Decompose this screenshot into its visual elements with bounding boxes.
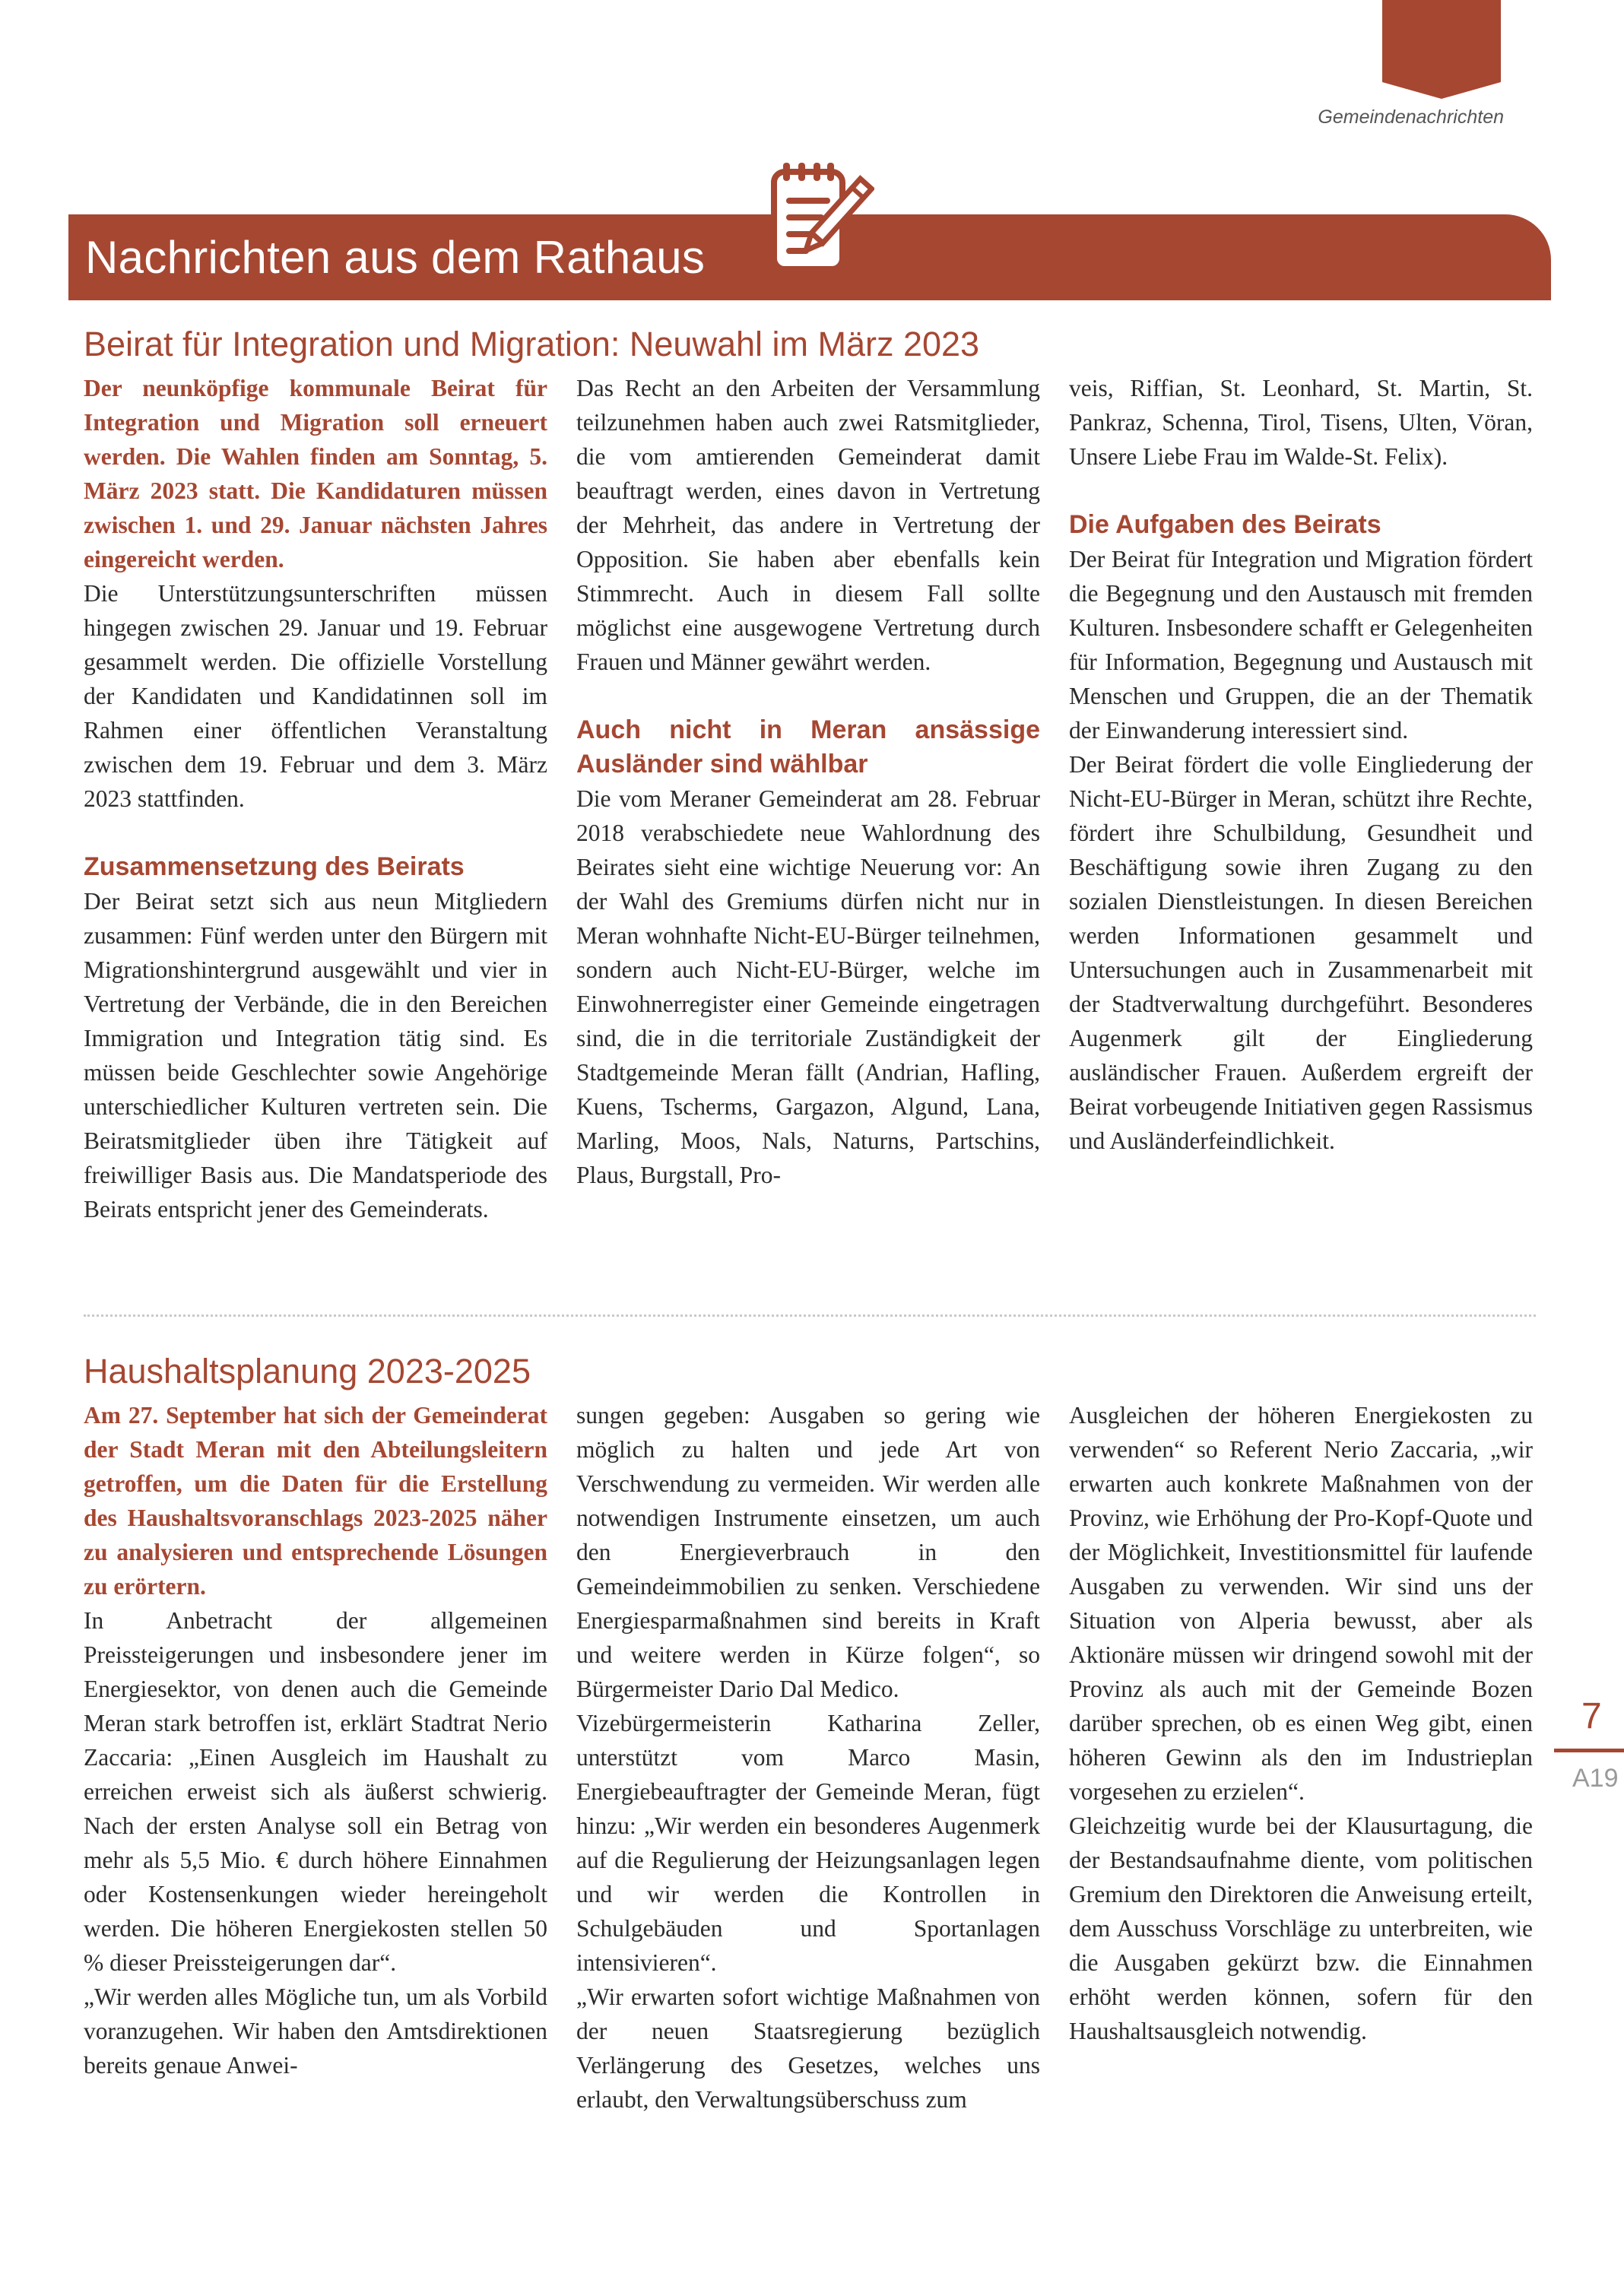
article-column-2: [576, 371, 1040, 1192]
paragraph: „Wir werden alles Mögliche tun, um als Vorbild voranzugehen. Wir haben den Amtsdirektionen bereits genaue Anwei-: [84, 1984, 547, 2079]
article-budget-planning: [84, 1350, 1533, 2113]
paragraph: In Anbetracht der allgemeinen Preissteigerungen und insbesondere jener im Energiesektor, von denen auch die Gemeinde Meran stark betroffen ist, erklärt Stadtrat Nerio Zaccaria: „Einen Ausgleich im Haushalt zu erreichen erweist sich als äußerst schwierig. Nach der ersten Analyse soll ein Betrag von mehr als 5,5 Mio. € durch höhere Einnahmen oder Kostensenkungen wieder hereingeholt werden. Die höheren Energiekosten stellen 50 % dieser Preissteigerungen dar“.: [84, 1607, 547, 1976]
paragraph: Das Recht an den Arbeiten der Versammlung teilzunehmen haben auch zwei Ratsmitglieder, die vom amtierenden Gemeinderat damit beauftragt werden, eines davon in Vertretung der Mehrheit, das andere in Vertretung der Opposition. Sie haben aber ebenfalls kein Stimmrecht. Auch in diesem Fall sollte möglichst eine ausgewogene Vertretung durch Frauen und Männer gewährt werden.: [576, 375, 1040, 675]
paragraph: Der Beirat für Integration und Migration fördert die Begegnung und den Austausch mit fremden Kulturen. Insbesondere schafft er Gelegenheiten für Information, Begegnung und Austausch mit Menschen und Gruppen, die an der Thematik der Einwanderung interessiert sind.: [1069, 546, 1533, 744]
page-number-rule: [1554, 1749, 1624, 1752]
paragraph: Der Beirat setzt sich aus neun Mitgliedern zusammen: Fünf werden unter den Bürgern mit Migrationshintergrund ausgewählt und vier in Vertretung der Verbände, die in den Bereichen Immigration und Integration tätig sind. Es müssen beide Geschlechter sowie Angehörige unterschiedlicher Kulturen vertreten sein. Die Beiratsmitglieder üben ihre Tätigkeit auf freiwilliger Basis aus. Die Mandatsperiode des Beirats entspricht jener des Gemeinderats.: [84, 888, 547, 1222]
paragraph: veis, Riffian, St. Leonhard, St. Martin, St. Pankraz, Schenna, Tirol, Tisens, Ulten, Vöran, Unsere Liebe Frau im Walde-St. Felix).: [1069, 375, 1533, 470]
article-column-3: [1069, 371, 1533, 1158]
article-title: Beirat für Integration und Migration: Neuwahl im März 2023: [84, 325, 980, 363]
subheading: Die Aufgaben des Beirats: [1069, 510, 1381, 539]
paragraph: Gleichzeitig wurde bei der Klausurtagung, die der Bestandsaufnahme diente, vom politischen Gremium den Direktoren die Anweisung erteilt, dem Ausschuss Vorschläge zu unterbreiten, wie die Ausgaben gekürzt bzw. die Einnahmen erhöht werden können, sofern für den Haushaltsausgleich notwendig.: [1069, 1812, 1533, 2044]
lead-paragraph: Der neunköpfige kommunale Beirat für Integration und Migration soll erneuert werden. Die Wahlen finden am Sonntag, 5. März 2023 statt. Die Kandidaturen müssen zwischen 1. und 29. Januar nächsten Jahres eingereicht werden.: [84, 375, 547, 572]
article-title: Haushaltsplanung 2023-2025: [84, 1352, 531, 1391]
article-column-3: [1069, 1398, 1533, 2048]
top-tab-marker: [1382, 0, 1501, 99]
notepad-pencil-icon: [760, 161, 874, 283]
page-number: 7: [1581, 1696, 1602, 1736]
banner-title: Nachrichten aus dem Rathaus: [85, 232, 706, 283]
paragraph: Der Beirat fördert die volle Eingliederung der Nicht-EU-Bürger in Meran, schützt ihre Rechte, fördert ihre Schulbildung, Gesundheit und Beschäftigung sowie ihren Zugang zu den sozialen Dienstleistungen. In diesen Bereichen werden Informationen gesammelt und Untersuchungen auch in Zusammenarbeit mit der Stadtverwaltung durchgeführt. Besonderes Augenmerk gilt der Eingliederung ausländischer Frauen. Außerdem ergreift der Beirat vorbeugende Initiativen gegen Rassismus und Ausländerfeindlichkeit.: [1069, 751, 1533, 1154]
article-column-1: [84, 1398, 547, 2082]
lead-paragraph: Am 27. September hat sich der Gemeinderat der Stadt Meran mit den Abteilungsleitern getroffen, um die Daten für die Erstellung des Haushaltsvoranschlags 2023-2025 näher zu analysieren und entsprechende Lösungen zu erörtern.: [84, 1402, 547, 1600]
paragraph: Ausgleichen der höheren Energiekosten zu verwenden“ so Referent Nerio Zaccaria, „wir erwarten auch konkrete Maßnahmen von der Provinz, wie Erhöhung der Pro-Kopf-Quote und der Möglichkeit, Investitionsmittel für laufende Ausgaben zu verwenden. Wir sind uns der Situation von Alperia bewusst, aber als Aktionäre müssen wir dringend sowohl mit der Provinz als auch mit der Gemeinde Bozen darüber sprechen, ob es einen Weg gibt, einen höheren Gewinn als den im Industrieplan vorgesehen zu erzielen“.: [1069, 1402, 1533, 1805]
paragraph: Die Unterstützungsunterschriften müssen hingegen zwischen 29. Januar und 19. Februar gesammelt werden. Die offizielle Vorstellung der Kandidaten und Kandidatinnen soll im Rahmen einer öffentlichen Veranstaltung zwischen dem 19. Februar und dem 3. März 2023 stattfinden.: [84, 580, 547, 812]
subheading: Auch nicht in Meran ansässige Ausländer sind wählbar: [576, 715, 1040, 778]
paragraph: Die vom Meraner Gemeinderat am 28. Februar 2018 verabschiedete neue Wahlordnung des Beirates sieht eine wichtige Neuerung vor: An der Wahl des Gremiums dürfen nicht nur in Meran wohnhafte Nicht-EU-Bürger teilnehmen, sondern auch Nicht-EU-Bürger, welche im Einwohnerregister einer Gemeinde eingetragen sind, die in die territoriale Zuständigkeit der Stadtgemeinde Meran fällt (Andrian, Hafling, Kuens, Tscherms, Gargazon, Algund, Lana, Marling, Moos, Nals, Naturns, Partschins, Plaus, Burgstall, Pro-: [576, 785, 1040, 1188]
paragraph: „Wir erwarten sofort wichtige Maßnahmen von der neuen Staatsregierung bezüglich Verlängerung des Gesetzes, welches uns erlaubt, den Verwaltungsüberschuss zum: [576, 1984, 1040, 2113]
article-integration-council: [84, 323, 1533, 1222]
subheading: Zusammensetzung des Beirats: [84, 852, 465, 881]
article-column-2: [576, 1398, 1040, 2117]
article-divider: [84, 1314, 1536, 1317]
article-column-1: [84, 371, 547, 1226]
page-code: A19: [1572, 1764, 1619, 1793]
paragraph: Vizebürgermeisterin Katharina Zeller, unterstützt vom Marco Masin, Energiebeauftragter der Gemeinde Meran, fügt hinzu: „Wir werden ein besonderes Augenmerk auf die Regulierung der Heizungsanlagen legen und wir werden die Kontrollen in Schulgebäuden und Sportanlagen intensivieren“.: [576, 1710, 1040, 1976]
paragraph: sungen gegeben: Ausgaben so gering wie möglich zu halten und jede Art von Verschwendung zu vermeiden. Wir werden alle notwendigen Instrumente einsetzen, um auch den Energieverbrauch in den Gemeindeimmobilien zu senken. Verschiedene Energiesparmaßnahmen sind bereits in Kraft und weitere werden in Kürze folgen“, so Bürgermeister Dario Dal Medico.: [576, 1402, 1040, 1702]
section-label: Gemeindenachrichten: [1318, 106, 1504, 128]
